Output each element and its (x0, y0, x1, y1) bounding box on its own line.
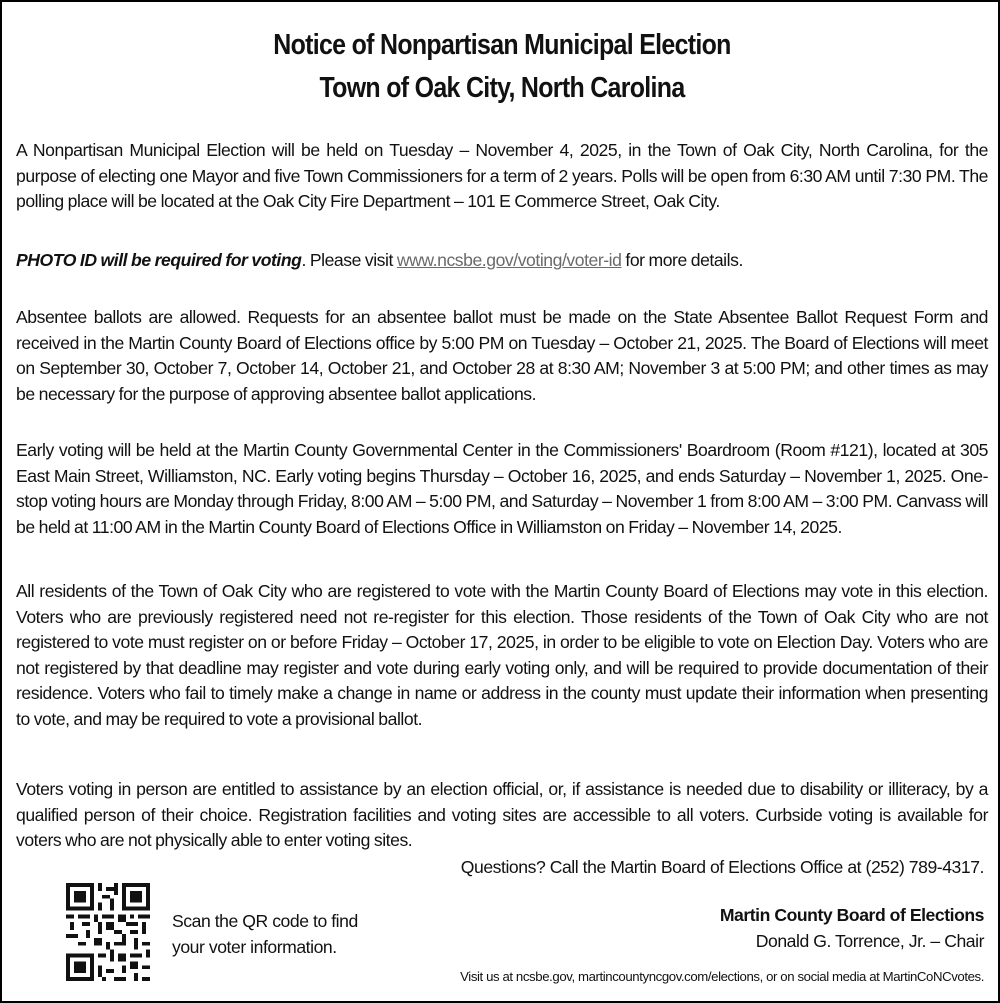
notice-title: Notice of Nonpartisan Municipal Election (273, 29, 731, 61)
photo-id-text: . Please visit (301, 250, 397, 270)
residents-paragraph: All residents of the Town of Oak City who are registered to vote with the Martin County Board of Elections may vote in this election. Voters who are previously registered need not re-register for this election. Those residents of the Town of Oak City who are not registered to vote must register on or before Friday – October 17, 2025, in order to be eligible to vote on Election Day. Voters who are not registered by that deadline may register and vote during early voting only, and will be required to provide documentation of their residence. Voters who fail to timely make a change in name or address in the county must update their information when presenting to vote, and may be required to vote a provisional ballot. (16, 581, 988, 729)
qr-code-icon[interactable] (66, 883, 150, 981)
photo-id-text-end: for more details. (621, 250, 743, 270)
qr-caption-line2: your voter information. (172, 937, 337, 957)
voter-id-link[interactable]: www.ncsbe.gov/voting/voter-id (396, 250, 622, 270)
photo-id-emphasis: PHOTO ID will be required for voting (16, 250, 302, 270)
board-name: Martin County Board of Elections (719, 905, 984, 925)
qr-caption (172, 908, 358, 960)
chair-name: Donald G. Torrence, Jr. – Chair (755, 931, 984, 951)
election-paragraph: A Nonpartisan Municipal Election will be held on Tuesday – November 4, 2025, in the Town of Oak City, North Carolina, for the purpose of electing one Mayor and five Town Commissioners for a term of 2 years. Polls will be open from 6:30 AM until 7:30 PM. The polling place will be located at the Oak City Fire Department – 101 E Commerce Street, Oak City. (16, 140, 988, 212)
notice-subtitle: Town of Oak City, North Carolina (319, 72, 685, 104)
signature-block (720, 902, 984, 954)
assistance-paragraph: Voters voting in person are entitled to assistance by an election official, or, if assistance is needed due to disability or illiteracy, by a qualified person of their choice. Registration facilities and voting sites are accessible to all voters. Curbside voting is available for voters who are not physically able to enter voting sites. (16, 779, 988, 851)
qr-caption-line1: Scan the QR code to find (172, 911, 358, 931)
footer-visit-line: Visit us at ncsbe.gov, martincountyncgov.com/elections, or on social media at MartinCoNCvotes. (460, 969, 984, 984)
photo-id-paragraph (16, 248, 988, 274)
absentee-paragraph: Absentee ballots are allowed. Requests for an absentee ballot must be made on the State Absentee Ballot Request Form and received in the Martin County Board of Elections office by 5:00 PM on Tuesday – October 21, 2025. The Board of Elections will meet on September 30, October 7, October 14, October 21, and October 28 at 8:30 AM; November 3 at 5:00 PM; and other times as may be necessary for the purpose of approving absentee ballot applications. (16, 307, 988, 404)
early-voting-paragraph: Early voting will be held at the Martin County Governmental Center in the Commissioners' Boardroom (Room #121), located at 305 East Main Street, Williamston, NC. Early voting begins Thursday – October 16, 2025, and ends Saturday – November 1, 2025. One-stop voting hours are Monday through Friday, 8:00 AM – 5:00 PM, and Saturday – November 1 from 8:00 AM – 3:00 PM. Canvass will be held at 11:00 AM in the Martin County Board of Elections Office in Williamston on Friday – November 14, 2025. (16, 440, 988, 537)
questions-line: Questions? Call the Martin Board of Elections Office at (252) 789-4317. (460, 857, 984, 877)
